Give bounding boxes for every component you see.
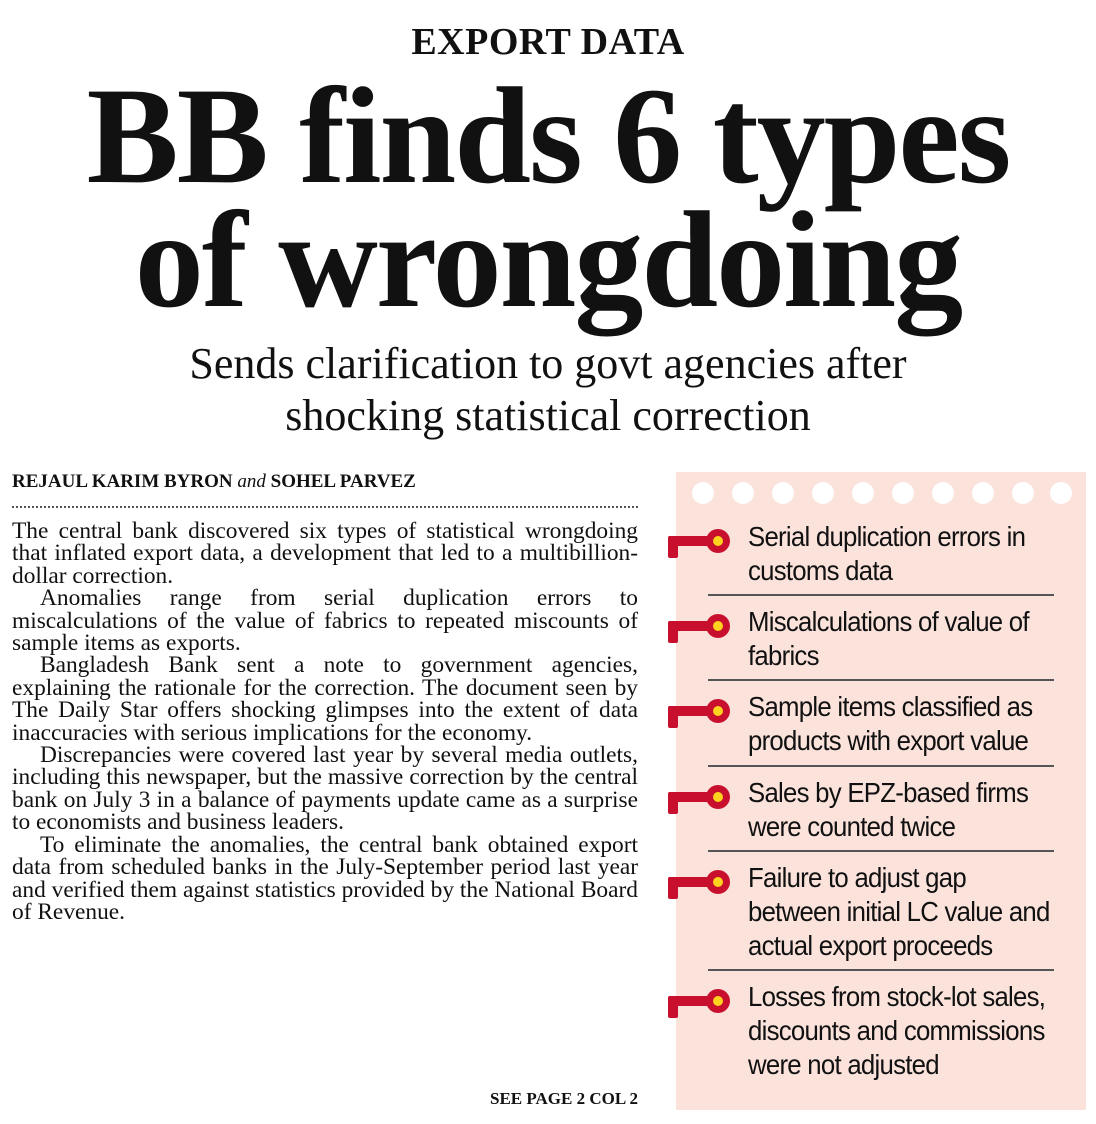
list-item-text: Failure to adjust gap between initial LC value and actual export proceeds <box>748 862 1050 961</box>
punch-hole-row <box>692 482 1072 506</box>
divider <box>708 679 1054 681</box>
byline-author-2: SOHEL PARVEZ <box>270 471 416 492</box>
continuation-jump: SEE PAGE 2 COL 2 <box>490 1089 638 1108</box>
article-paragraph-5: To eliminate the anomalies, the central bank obtained export data from scheduled banks in the July-September period last year and verified them against statistics provided by the National Board of Revenue. <box>12 831 638 925</box>
punch-hole <box>1012 482 1034 504</box>
punch-hole <box>732 482 754 504</box>
punch-hole <box>812 482 834 504</box>
subhead-line-2: shocking statistical correction <box>285 391 811 440</box>
list-item-text: Sample items classified as products with export value <box>748 691 1033 756</box>
punch-hole <box>772 482 794 504</box>
punch-hole <box>692 482 714 504</box>
headline-line-2: of wrongdoing <box>134 183 962 336</box>
article-paragraph-3: Bangladesh Bank sent a note to government agencies, explaining the rationale for the correction. The document seen by The Daily Star offers shocking glimpses into the extent of data inaccuracies with serious implications for the economy. <box>12 652 638 746</box>
subhead <box>0 338 1096 442</box>
article-body <box>12 520 638 923</box>
punch-hole <box>1050 482 1072 504</box>
punch-hole <box>852 482 874 504</box>
subhead-line-1: Sends clarification to govt agencies after <box>189 339 907 388</box>
punch-hole <box>972 482 994 504</box>
kicker: EXPORT DATA <box>411 21 685 63</box>
list-item-text: Losses from stock-lot sales, discounts and commissions were not adjusted <box>748 981 1046 1080</box>
byline-connector: and <box>237 471 266 492</box>
headline <box>0 59 1096 336</box>
divider <box>708 850 1054 852</box>
list-item-text: Miscalculations of value of fabrics <box>748 606 1029 671</box>
byline-author-1: REJAUL KARIM BYRON <box>12 471 233 492</box>
punch-hole <box>932 482 954 504</box>
divider <box>708 765 1054 767</box>
headline-line-1: BB finds 6 types <box>86 59 1010 212</box>
list-item-text: Sales by EPZ-based firms were counted twice <box>748 777 1029 842</box>
article-paragraph-1: The central bank discovered six types of statistical wrongdoing that inflated export data, a development that led to a multibillion-dollar correction. <box>12 518 638 589</box>
article-paragraph-4: Discrepancies were covered last year by several media outlets, including this newspaper, but the massive correction by the central bank on July 3 in a balance of payments update came as a surprise to economists and business leaders. <box>12 742 638 836</box>
list-item-text: Serial duplication errors in customs data <box>748 521 1026 586</box>
divider <box>708 969 1054 971</box>
punch-hole <box>892 482 914 504</box>
divider <box>708 594 1054 596</box>
article-paragraph-2: Anomalies range from serial duplication errors to miscalculations of the value of fabrics to repeated miscounts of sample items as exports. <box>12 585 638 657</box>
wrongdoing-note-card <box>676 472 1086 1110</box>
byline <box>12 470 638 508</box>
